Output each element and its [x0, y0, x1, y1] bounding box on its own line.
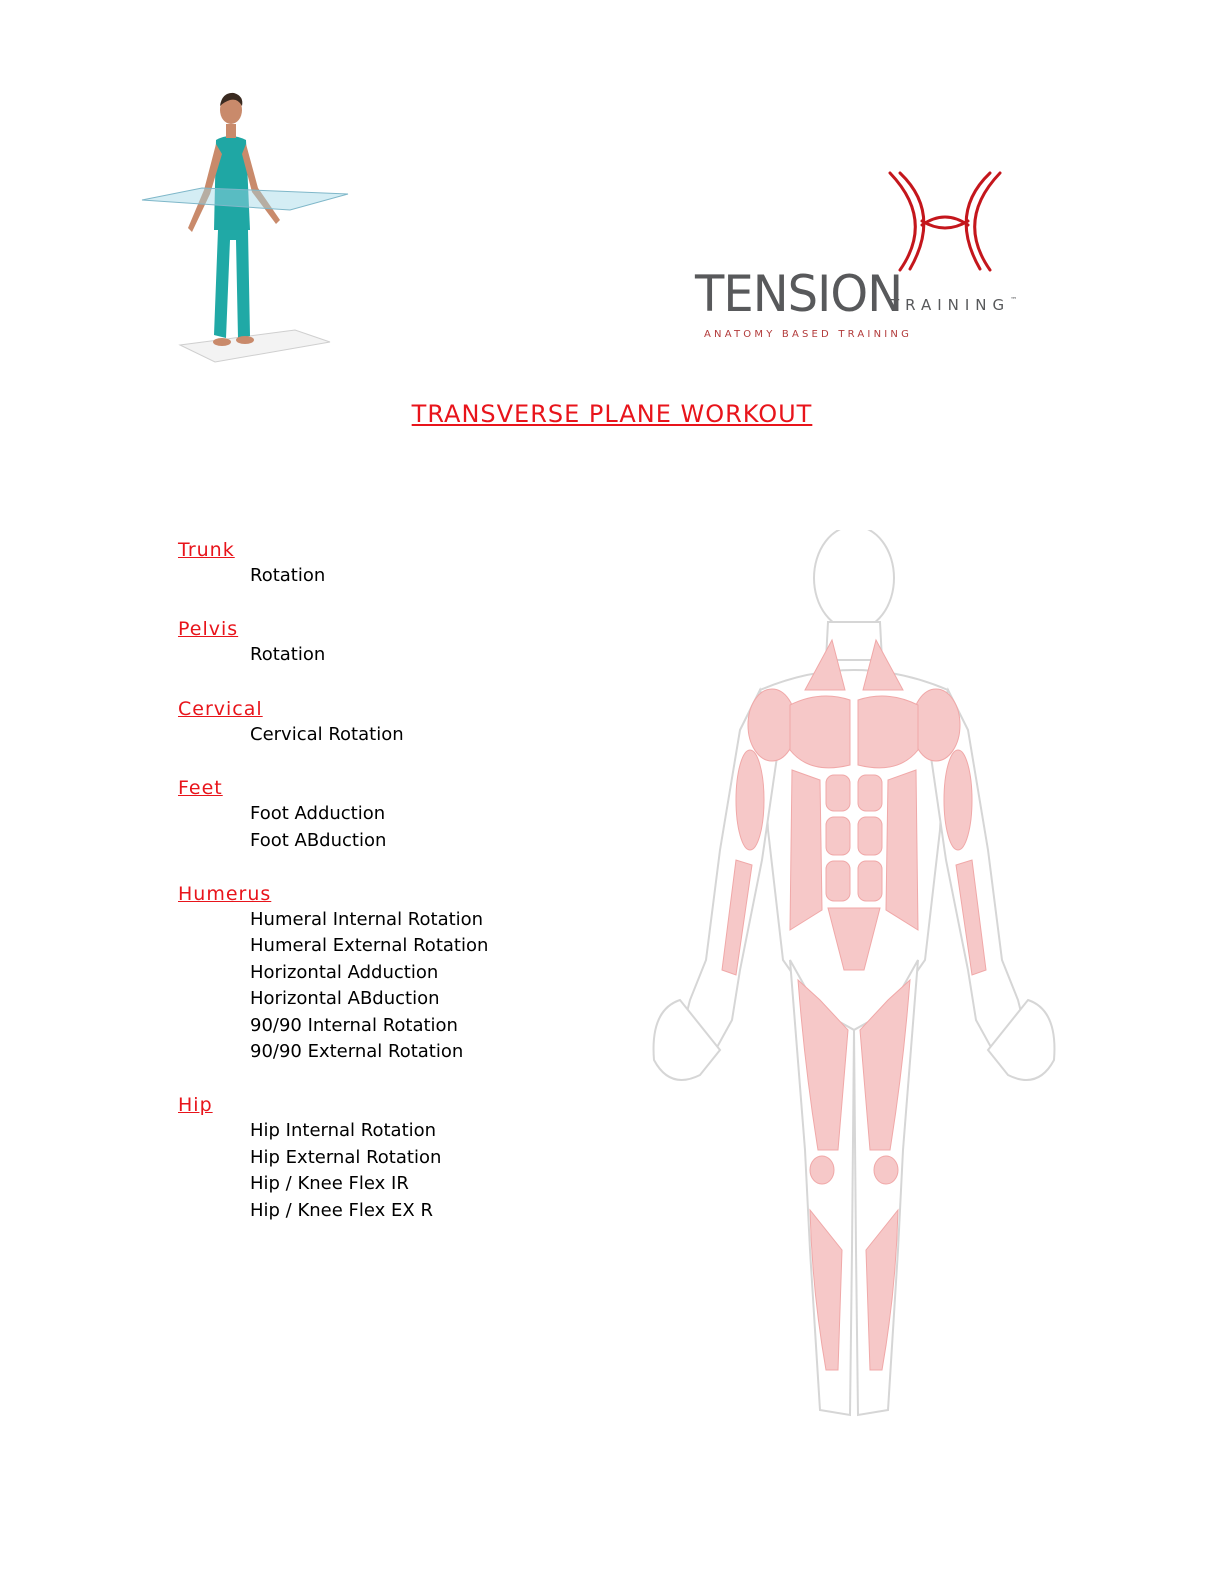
section-humerus [178, 881, 488, 1065]
exercise-item: Hip Internal Rotation [250, 1120, 437, 1142]
transverse-plane-illustration [130, 80, 360, 380]
exercise-list [178, 722, 488, 748]
section-heading: Feet [178, 777, 223, 800]
exercise-item: Humeral Internal Rotation [250, 909, 484, 931]
exercise-item: Horizontal Adduction [250, 961, 439, 983]
section-heading: Humerus [178, 883, 272, 906]
section-heading: Hip [178, 1094, 213, 1117]
section-heading: Pelvis [178, 618, 239, 641]
tension-training-logo [690, 165, 1050, 350]
exercise-list [178, 642, 488, 668]
section-feet [178, 775, 488, 854]
section-pelvis [178, 616, 488, 668]
section-trunk [178, 537, 488, 589]
muscle-body-diagram [640, 530, 1070, 1430]
exercise-list [178, 801, 488, 854]
exercise-item: Foot ABduction [250, 829, 387, 851]
section-heading: Trunk [178, 539, 235, 561]
exercise-item: Horizontal ABduction [250, 988, 440, 1010]
logo-word-tension: TENSION [695, 265, 903, 323]
exercise-list [178, 907, 488, 1065]
exercise-list [178, 1118, 488, 1224]
logo-x-mark-icon [880, 165, 1010, 280]
section-cervical [178, 696, 488, 748]
exercise-list [178, 563, 488, 589]
exercise-item: Cervical Rotation [250, 723, 404, 745]
logo-tagline: ANATOMY BASED TRAINING [704, 329, 913, 340]
page-title: TRANSVERSE PLANE WORKOUT [411, 400, 813, 428]
section-hip [178, 1092, 488, 1224]
exercise-item: Hip / Knee Flex IR [250, 1173, 409, 1195]
exercise-item: Hip External Rotation [250, 1146, 442, 1168]
exercise-item: Humeral External Rotation [250, 935, 489, 957]
workout-list [178, 537, 488, 1251]
exercise-item: 90/90 External Rotation [250, 1041, 464, 1063]
section-heading: Cervical [178, 697, 263, 720]
exercise-item: Rotation [250, 644, 326, 666]
exercise-item: Foot Adduction [250, 803, 386, 825]
exercise-item: Hip / Knee Flex EX R [250, 1199, 433, 1221]
exercise-item: 90/90 Internal Rotation [250, 1014, 458, 1036]
logo-word-training: TRAINING™ [890, 296, 1018, 314]
exercise-item: Rotation [250, 565, 326, 586]
